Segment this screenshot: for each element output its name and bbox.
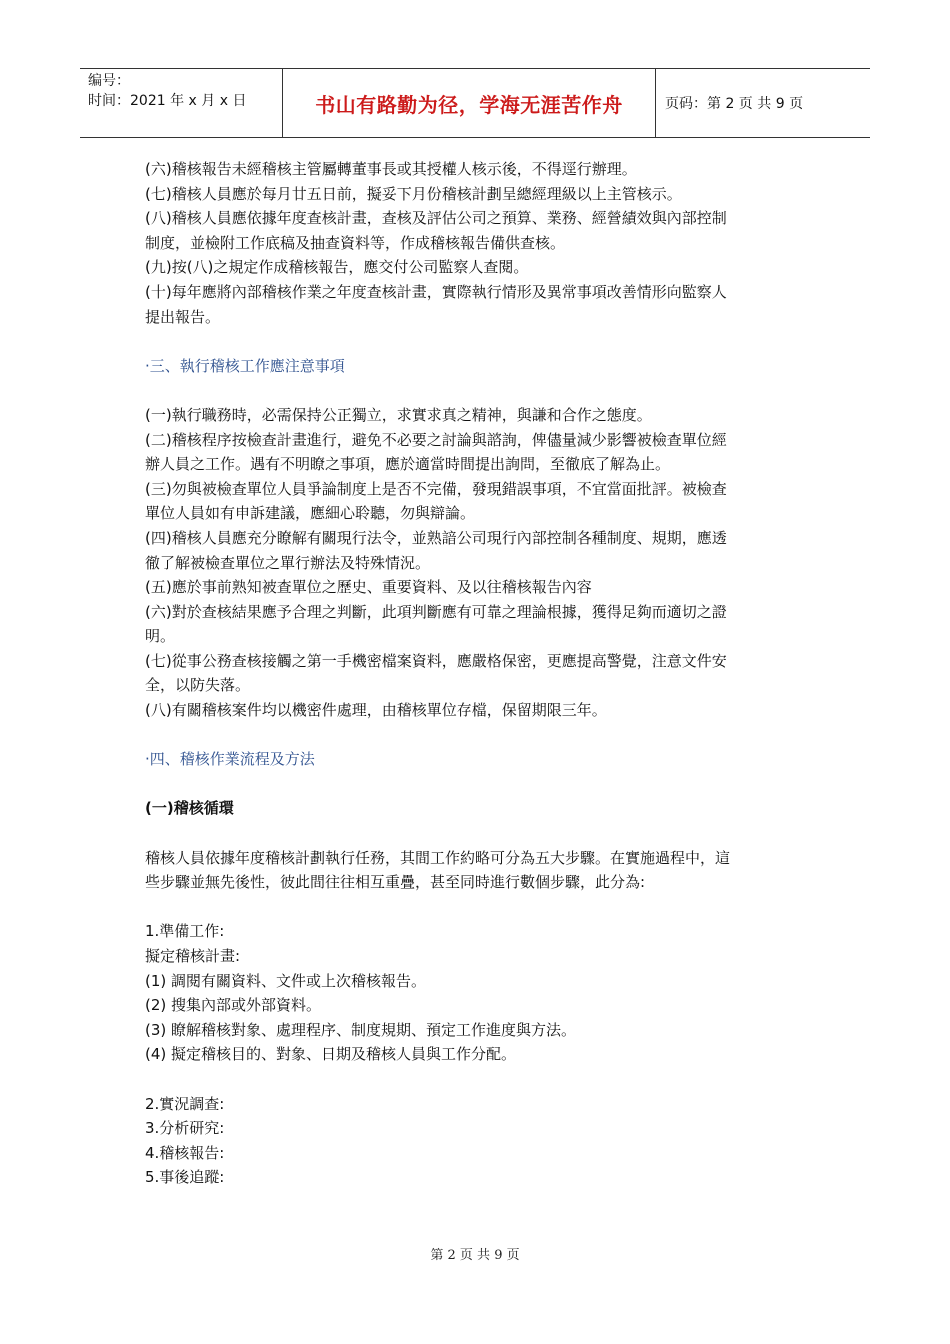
subsection-heading: (一)稽核循環	[145, 799, 234, 818]
page-footer: 第 2 页 共 9 页	[430, 1248, 520, 1263]
paragraph: (六)稽核報告未經稽核主管屬轉董事長或其授權人核示後，不得逕行辦理。	[145, 160, 637, 178]
paragraph: (八)有關稽核案件均以機密件處理，由稽核單位存檔，保留期限三年。	[145, 701, 607, 720]
section-heading: ·四、稽核作業流程及方法	[145, 750, 315, 769]
header-motto: 书山有路勤为径，学海无涯苦作舟	[315, 92, 623, 117]
header-meta-cell	[80, 69, 283, 137]
list-item: (4) 擬定稽核目的、對象、日期及稽核人員與工作分配。	[145, 1045, 517, 1064]
paragraph: 徹了解被檢查單位之單行辦法及特殊情況。	[145, 553, 431, 572]
paragraph: (六)對於查核結果應予合理之判斷，此項判斷應有可靠之理論根據，獲得足夠而適切之證	[145, 602, 727, 621]
paragraph: (五)應於事前熟知被查單位之歷史、重要資料、及以往稽核報告內容	[145, 578, 592, 597]
paragraph: 明。	[145, 627, 176, 646]
list-item: 5.事後追蹤:	[145, 1168, 225, 1187]
document-body	[145, 157, 815, 1190]
paragraph: 提出報告。	[145, 307, 221, 326]
list-item: (3) 瞭解稽核對象、處理程序、制度規期、預定工作進度與方法。	[145, 1020, 577, 1039]
list-item: 1.準備工作:	[145, 922, 225, 941]
document-number-label: 编号：	[88, 73, 130, 89]
paragraph: (一)執行職務時，必需保持公正獨立，求實求真之精神，與謙和合作之態度。	[145, 405, 652, 424]
paragraph: (四)稽核人員應充分瞭解有關現行法令，並熟諳公司現行內部控制各種制度、規期，應透	[145, 528, 727, 547]
list-item: 2.實況調查:	[145, 1094, 225, 1113]
paragraph: (八)稽核人員應依據年度查核計畫，查核及評估公司之預算、業務、經營績效與內部控制	[145, 209, 727, 228]
paragraph: 全，以防失落。	[145, 676, 251, 695]
document-time-label: 时间：2021 年 x 月 x 日	[88, 93, 247, 109]
paragraph: (九)按(八)之規定作成稽核報告，應交付公司監察人查閱。	[145, 258, 529, 277]
section-heading: ·三、執行稽核工作應注意事項	[145, 356, 345, 375]
list-item: 4.稽核報告:	[145, 1143, 225, 1162]
paragraph: (二)稽核程序按檢查計畫進行，避免不必要之討論與諮詢，俾儘量減少影響被檢查單位經	[145, 430, 727, 449]
paragraph: 辦人員之工作。遇有不明瞭之事項，應於適當時間提出詢問，至徹底了解為止。	[145, 455, 671, 474]
list-item: (2) 搜集內部或外部資料。	[145, 996, 322, 1015]
paragraph: (七)從事公務查核接觸之第一手機密檔案資料，應嚴格保密，更應提高警覺，注意文件安	[145, 651, 727, 670]
list-item: 擬定稽核計畫:	[145, 947, 241, 965]
header-page-cell	[656, 69, 870, 137]
paragraph: (十)每年應將內部稽核作業之年度查核計畫，實際執行情形及異常事項改善情形向監察人	[145, 282, 727, 301]
list-item: 3.分析研究:	[145, 1119, 225, 1138]
paragraph: (七)稽核人員應於每月廿五日前，擬妥下月份稽核計劃呈總經理級以上主管核示。	[145, 184, 682, 203]
list-item: (1) 調閱有關資料、文件或上次稽核報告。	[145, 971, 427, 990]
page-header	[80, 68, 870, 138]
paragraph: 單位人員如有申訴建議，應細心聆聽，勿與辯論。	[145, 504, 476, 523]
paragraph: 制度，並檢附工作底稿及抽查資料等，作成稽核報告備供查核。	[145, 233, 566, 252]
header-motto-cell	[283, 69, 656, 137]
header-page-indicator: 页码：第 2 页 共 9 页	[665, 96, 804, 112]
paragraph: 些步驟並無先後性，彼此間往往相互重疊，甚至同時進行數個步驟，此分為:	[145, 873, 646, 892]
paragraph: (三)勿與被檢查單位人員爭論制度上是否不完備，發現錯誤事項，不宜當面批評。被檢查	[145, 479, 727, 498]
paragraph: 稽核人員依據年度稽核計劃執行任務，其間工作約略可分為五大步驟。在實施過程中，這	[145, 848, 731, 867]
